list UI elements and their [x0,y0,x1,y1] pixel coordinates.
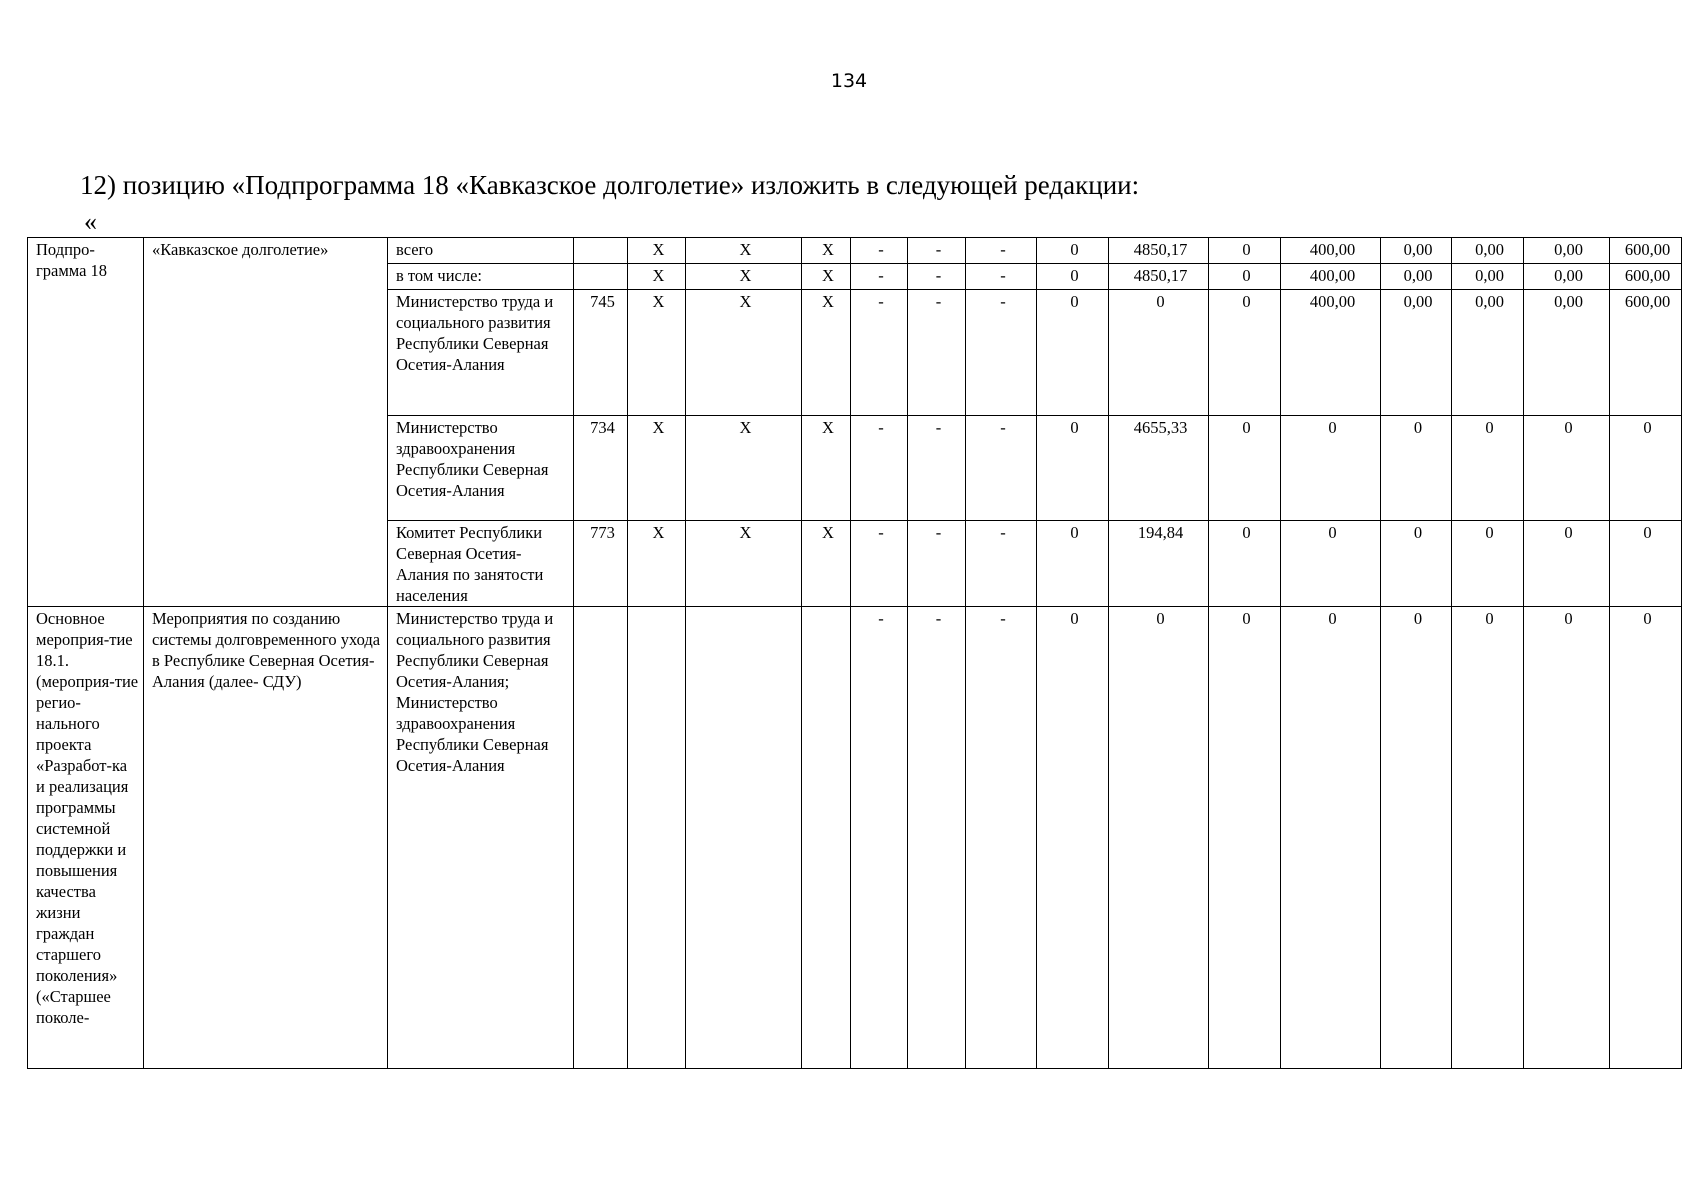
x-cell: Х [802,238,851,264]
value-cell: 0 [1281,416,1381,521]
value-cell: 0 [1209,607,1281,1069]
value-cell: 0 [1209,290,1281,416]
subprogram-name: «Кавказское долголетие» [144,238,388,607]
executor-cell: Министерство труда и социального развития Республики Северная Осетия-Алания [388,290,574,416]
code-cell: 773 [574,521,628,607]
dash-cell: - [966,416,1037,521]
value-cell: 0 [1381,416,1452,521]
x-cell [628,607,686,1069]
value-cell: 0,00 [1524,290,1610,416]
value-cell: 0 [1209,521,1281,607]
table-row [28,238,1682,264]
value-cell: 0 [1524,416,1610,521]
value-cell: 0 [1524,521,1610,607]
dash-cell: - [908,290,966,416]
x-cell: Х [686,264,802,290]
code-cell [574,607,628,1069]
dash-cell: - [908,264,966,290]
value-cell: 0,00 [1452,238,1524,264]
x-cell: Х [686,238,802,264]
page-number: 134 [830,70,868,92]
value-cell: 0 [1281,607,1381,1069]
value-cell: 4850,17 [1109,264,1209,290]
x-cell: Х [802,290,851,416]
value-cell: 0,00 [1381,290,1452,416]
executor-cell: всего [388,238,574,264]
value-cell: 600,00 [1610,264,1682,290]
dash-cell: - [966,521,1037,607]
x-cell: Х [686,416,802,521]
executor-cell: в том числе: [388,264,574,290]
activity-label: Основное мероприя-тие 18.1. (мероприя-тие регио-нального проекта «Разработ-ка и реализация программы системной поддержки и повышения качества жизни граждан старшего поколения» («Старшее поколе- [28,607,144,1069]
value-cell: 0,00 [1524,238,1610,264]
value-cell: 0 [1452,521,1524,607]
value-cell: 0 [1209,264,1281,290]
dash-cell: - [908,521,966,607]
value-cell: 400,00 [1281,290,1381,416]
dash-cell: - [966,290,1037,416]
value-cell: 0 [1452,416,1524,521]
table-row [28,607,1682,1069]
value-cell: 400,00 [1281,238,1381,264]
value-cell: 4655,33 [1109,416,1209,521]
dash-cell: - [966,238,1037,264]
value-cell: 0 [1381,521,1452,607]
section-heading: 12) позицию «Подпрограмма 18 «Кавказское долголетие» изложить в следующей редакции: [80,170,1140,200]
value-cell: 0 [1109,290,1209,416]
code-cell [574,264,628,290]
dash-cell: - [851,290,908,416]
dash-cell: - [851,521,908,607]
dash-cell: - [851,416,908,521]
value-cell: 0,00 [1381,238,1452,264]
value-cell: 0 [1281,521,1381,607]
opening-quote: « [84,207,97,236]
value-cell: 0 [1610,607,1682,1069]
code-cell: 734 [574,416,628,521]
value-cell: 0 [1037,238,1109,264]
value-cell: 0 [1381,607,1452,1069]
value-cell: 0,00 [1452,290,1524,416]
value-cell: 0 [1524,607,1610,1069]
value-cell: 0,00 [1524,264,1610,290]
executor-cell: Министерство труда и социального развития Республики Северная Осетия-Алания; Министерство здравоохранения Республики Северная Осетия-Алания [388,607,574,1069]
dash-cell: - [966,264,1037,290]
x-cell: Х [628,264,686,290]
dash-cell: - [851,238,908,264]
code-cell [574,238,628,264]
value-cell: 0 [1037,521,1109,607]
x-cell: Х [686,521,802,607]
x-cell: Х [628,416,686,521]
value-cell: 0 [1610,416,1682,521]
x-cell: Х [628,290,686,416]
x-cell: Х [628,238,686,264]
value-cell: 194,84 [1109,521,1209,607]
x-cell [686,607,802,1069]
executor-cell: Комитет Республики Северная Осетия-Алания по занятости населения [388,521,574,607]
value-cell: 0 [1037,264,1109,290]
value-cell: 0 [1109,607,1209,1069]
program-funding-table [27,237,1682,1069]
value-cell: 4850,17 [1109,238,1209,264]
dash-cell: - [908,416,966,521]
x-cell: Х [802,264,851,290]
executor-cell: Министерство здравоохранения Республики Северная Осетия-Алания [388,416,574,521]
value-cell: 400,00 [1281,264,1381,290]
dash-cell: - [851,607,908,1069]
value-cell: 0 [1037,416,1109,521]
activity-name: Мероприятия по созданию системы долговременного ухода в Республике Северная Осетия-Алания (далее- СДУ) [144,607,388,1069]
value-cell: 0 [1037,607,1109,1069]
subprogram-label: Подпро-грамма 18 [28,238,144,607]
value-cell: 0,00 [1452,264,1524,290]
dash-cell: - [851,264,908,290]
x-cell: Х [628,521,686,607]
value-cell: 600,00 [1610,290,1682,416]
value-cell: 600,00 [1610,238,1682,264]
value-cell: 0,00 [1381,264,1452,290]
value-cell: 0 [1209,238,1281,264]
dash-cell: - [908,607,966,1069]
value-cell: 0 [1452,607,1524,1069]
x-cell: Х [802,416,851,521]
value-cell: 0 [1610,521,1682,607]
x-cell: Х [802,521,851,607]
dash-cell: - [966,607,1037,1069]
code-cell: 745 [574,290,628,416]
value-cell: 0 [1037,290,1109,416]
x-cell [802,607,851,1069]
value-cell: 0 [1209,416,1281,521]
dash-cell: - [908,238,966,264]
x-cell: Х [686,290,802,416]
